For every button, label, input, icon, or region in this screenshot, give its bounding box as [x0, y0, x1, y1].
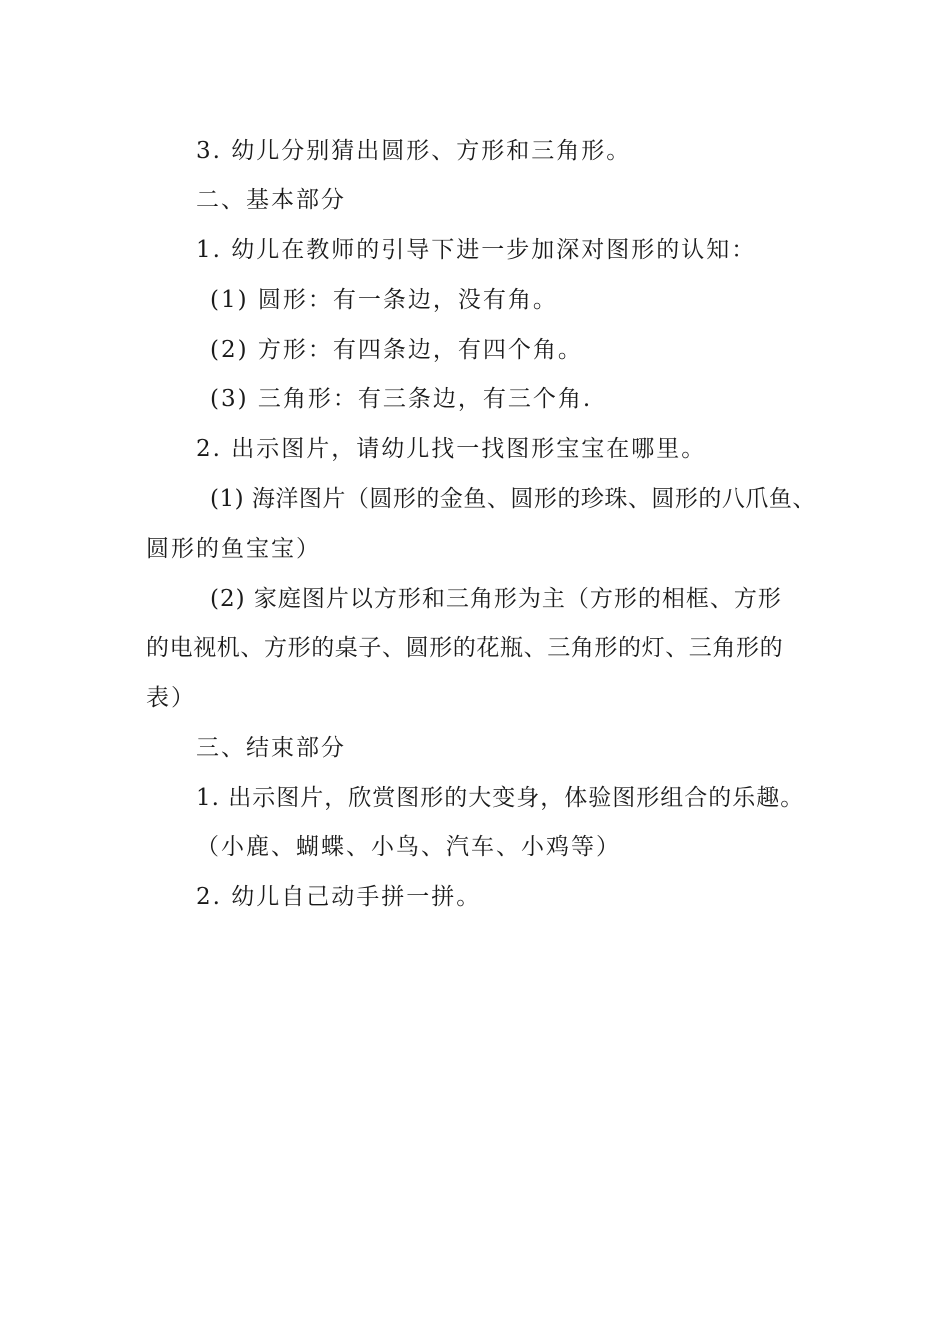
- section-heading: 二、基本部分: [196, 187, 346, 213]
- text-line: 2. 幼儿自己动手拼一拼。: [196, 884, 482, 910]
- text-line: 表）: [146, 685, 196, 711]
- text-line: （小鹿、蝴蝶、小鸟、汽车、小鸡等）: [196, 834, 621, 860]
- text-line: (2) 方形：有四条边，有四个角。: [210, 337, 583, 363]
- text-line: 1. 幼儿在教师的引导下进一步加深对图形的认知：: [196, 237, 757, 263]
- section-heading: 三、结束部分: [196, 735, 346, 761]
- text-line: (1) 海洋图片（圆形的金鱼、圆形的珍珠、圆形的八爪鱼、: [210, 486, 816, 512]
- text-line: 的电视机、方形的桌子、圆形的花瓶、三角形的灯、三角形的: [146, 635, 784, 661]
- text-line: 1. 出示图片，欣赏图形的大变身，体验图形组合的乐趣。: [196, 785, 805, 811]
- text-line: (2) 家庭图片以方形和三角形为主（方形的相框、方形: [210, 586, 782, 612]
- text-line: 圆形的鱼宝宝）: [146, 536, 321, 562]
- text-line: 2. 出示图片，请幼儿找一找图形宝宝在哪里。: [196, 436, 707, 462]
- text-line: (1) 圆形：有一条边，没有角。: [210, 287, 558, 313]
- text-line: 3. 幼儿分别猜出圆形、方形和三角形。: [196, 138, 632, 164]
- text-line: (3) 三角形：有三条边，有三个角.: [210, 386, 593, 412]
